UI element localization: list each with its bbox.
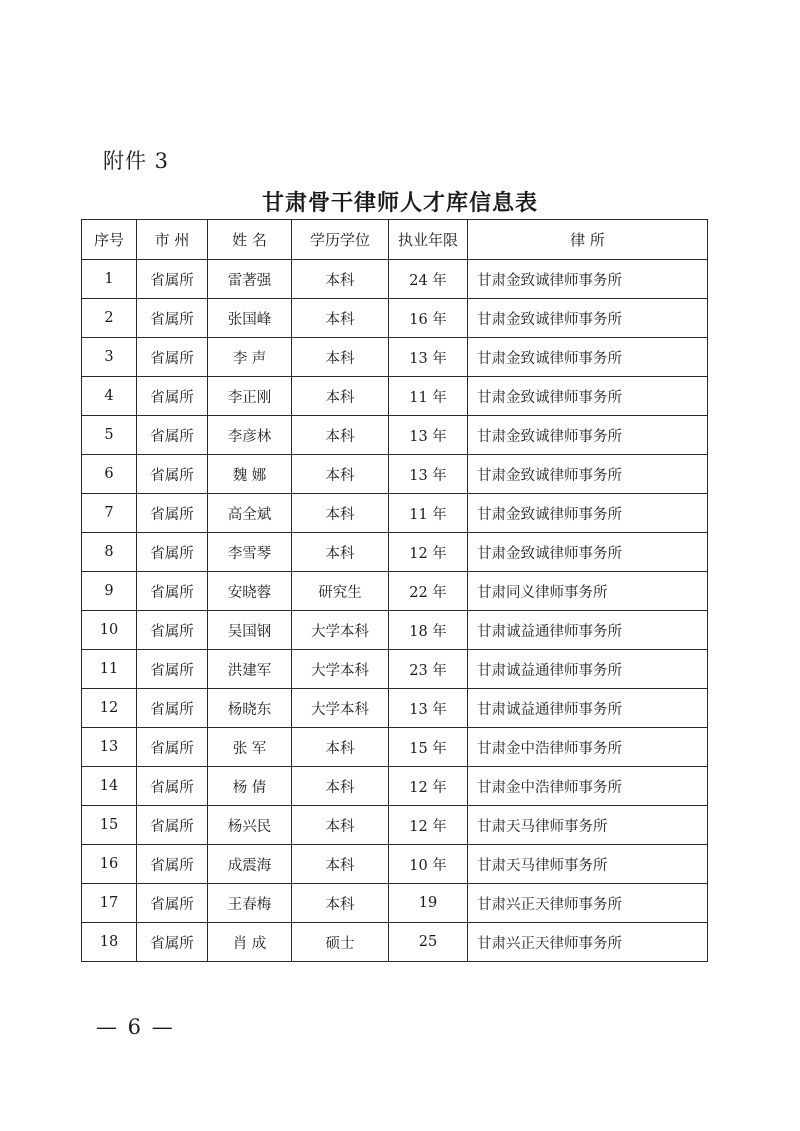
cell-index: 3: [82, 338, 137, 377]
cell-name: 杨晓东: [208, 689, 292, 728]
cell-degree: 本科: [292, 377, 389, 416]
cell-degree: 本科: [292, 455, 389, 494]
table-row: [82, 650, 708, 689]
cell-city: 省属所: [137, 650, 208, 689]
table-row: [82, 689, 708, 728]
cell-firm: 甘肃兴正天律师事务所: [468, 923, 708, 962]
cell-degree: 大学本科: [292, 650, 389, 689]
cell-firm: 甘肃金致诚律师事务所: [468, 338, 708, 377]
table-row: [82, 299, 708, 338]
cell-city: 省属所: [137, 494, 208, 533]
cell-years: 11 年: [389, 494, 468, 533]
cell-degree: 硕士: [292, 923, 389, 962]
cell-city: 省属所: [137, 572, 208, 611]
cell-index: 18: [82, 923, 137, 962]
header-years: 执业年限: [389, 220, 468, 260]
cell-degree: 本科: [292, 299, 389, 338]
cell-name: 安晓蓉: [208, 572, 292, 611]
cell-years: 12 年: [389, 767, 468, 806]
cell-index: 13: [82, 728, 137, 767]
cell-name: 吴国钢: [208, 611, 292, 650]
cell-years: 19: [389, 884, 468, 923]
cell-firm: 甘肃兴正天律师事务所: [468, 884, 708, 923]
cell-city: 省属所: [137, 884, 208, 923]
table-row: [82, 923, 708, 962]
cell-firm: 甘肃天马律师事务所: [468, 845, 708, 884]
cell-index: 2: [82, 299, 137, 338]
cell-firm: 甘肃天马律师事务所: [468, 806, 708, 845]
table-row: [82, 533, 708, 572]
cell-index: 11: [82, 650, 137, 689]
header-degree: 学历学位: [292, 220, 389, 260]
table-row: [82, 728, 708, 767]
cell-firm: 甘肃诚益通律师事务所: [468, 650, 708, 689]
cell-firm: 甘肃金致诚律师事务所: [468, 377, 708, 416]
table-row: [82, 572, 708, 611]
cell-degree: 本科: [292, 260, 389, 299]
cell-name: 肖 成: [208, 923, 292, 962]
cell-degree: 本科: [292, 806, 389, 845]
table-row: [82, 416, 708, 455]
cell-city: 省属所: [137, 416, 208, 455]
cell-years: 16 年: [389, 299, 468, 338]
table-row: [82, 494, 708, 533]
cell-name: 张 军: [208, 728, 292, 767]
cell-city: 省属所: [137, 260, 208, 299]
cell-city: 省属所: [137, 806, 208, 845]
table-row: [82, 455, 708, 494]
cell-degree: 本科: [292, 494, 389, 533]
header-name: 姓 名: [208, 220, 292, 260]
cell-degree: 本科: [292, 884, 389, 923]
cell-index: 1: [82, 260, 137, 299]
table-row: [82, 767, 708, 806]
cell-name: 王春梅: [208, 884, 292, 923]
cell-index: 5: [82, 416, 137, 455]
cell-city: 省属所: [137, 533, 208, 572]
cell-firm: 甘肃金致诚律师事务所: [468, 260, 708, 299]
attachment-label: 附件 3: [103, 149, 170, 173]
cell-city: 省属所: [137, 299, 208, 338]
cell-city: 省属所: [137, 377, 208, 416]
table-row: [82, 377, 708, 416]
cell-years: 13 年: [389, 455, 468, 494]
cell-degree: 本科: [292, 728, 389, 767]
cell-name: 李 声: [208, 338, 292, 377]
cell-degree: 本科: [292, 767, 389, 806]
cell-degree: 本科: [292, 416, 389, 455]
cell-firm: 甘肃同义律师事务所: [468, 572, 708, 611]
cell-index: 10: [82, 611, 137, 650]
cell-name: 高全斌: [208, 494, 292, 533]
cell-index: 4: [82, 377, 137, 416]
cell-years: 10 年: [389, 845, 468, 884]
cell-city: 省属所: [137, 689, 208, 728]
cell-firm: 甘肃诚益通律师事务所: [468, 689, 708, 728]
table-row: [82, 611, 708, 650]
cell-years: 13 年: [389, 338, 468, 377]
cell-name: 杨 倩: [208, 767, 292, 806]
cell-name: 张国峰: [208, 299, 292, 338]
cell-city: 省属所: [137, 338, 208, 377]
cell-degree: 大学本科: [292, 611, 389, 650]
page-title: 甘肃骨干律师人才库信息表: [261, 190, 538, 216]
cell-firm: 甘肃金致诚律师事务所: [468, 455, 708, 494]
cell-city: 省属所: [137, 611, 208, 650]
table-header-row: [82, 220, 708, 260]
cell-index: 9: [82, 572, 137, 611]
cell-degree: 本科: [292, 845, 389, 884]
table-row: [82, 806, 708, 845]
cell-firm: 甘肃金致诚律师事务所: [468, 494, 708, 533]
cell-firm: 甘肃金致诚律师事务所: [468, 533, 708, 572]
cell-index: 8: [82, 533, 137, 572]
cell-years: 12 年: [389, 533, 468, 572]
cell-city: 省属所: [137, 767, 208, 806]
cell-years: 22 年: [389, 572, 468, 611]
cell-years: 12 年: [389, 806, 468, 845]
cell-name: 洪建军: [208, 650, 292, 689]
cell-name: 李雪琴: [208, 533, 292, 572]
cell-index: 7: [82, 494, 137, 533]
cell-name: 杨兴民: [208, 806, 292, 845]
cell-years: 25: [389, 923, 468, 962]
cell-firm: 甘肃金致诚律师事务所: [468, 299, 708, 338]
cell-degree: 本科: [292, 533, 389, 572]
table-row: [82, 338, 708, 377]
page-number: — 6 —: [96, 1015, 175, 1039]
cell-index: 12: [82, 689, 137, 728]
cell-name: 李彦林: [208, 416, 292, 455]
cell-years: 11 年: [389, 377, 468, 416]
cell-name: 李正刚: [208, 377, 292, 416]
cell-city: 省属所: [137, 455, 208, 494]
cell-degree: 研究生: [292, 572, 389, 611]
cell-city: 省属所: [137, 845, 208, 884]
cell-index: 6: [82, 455, 137, 494]
cell-years: 18 年: [389, 611, 468, 650]
cell-degree: 本科: [292, 338, 389, 377]
cell-firm: 甘肃诚益通律师事务所: [468, 611, 708, 650]
cell-years: 13 年: [389, 416, 468, 455]
lawyer-table: [81, 219, 708, 962]
table-row: [82, 845, 708, 884]
cell-firm: 甘肃金致诚律师事务所: [468, 416, 708, 455]
cell-city: 省属所: [137, 923, 208, 962]
cell-name: 魏 娜: [208, 455, 292, 494]
table-row: [82, 884, 708, 923]
header-city: 市 州: [137, 220, 208, 260]
cell-years: 24 年: [389, 260, 468, 299]
table-row: [82, 260, 708, 299]
header-firm: 律 所: [468, 220, 708, 260]
cell-years: 23 年: [389, 650, 468, 689]
cell-index: 14: [82, 767, 137, 806]
cell-city: 省属所: [137, 728, 208, 767]
header-index: 序号: [82, 220, 137, 260]
cell-firm: 甘肃金中浩律师事务所: [468, 728, 708, 767]
cell-years: 15 年: [389, 728, 468, 767]
cell-years: 13 年: [389, 689, 468, 728]
cell-firm: 甘肃金中浩律师事务所: [468, 767, 708, 806]
cell-degree: 大学本科: [292, 689, 389, 728]
cell-index: 16: [82, 845, 137, 884]
cell-name: 雷著强: [208, 260, 292, 299]
cell-index: 15: [82, 806, 137, 845]
cell-index: 17: [82, 884, 137, 923]
cell-name: 成震海: [208, 845, 292, 884]
